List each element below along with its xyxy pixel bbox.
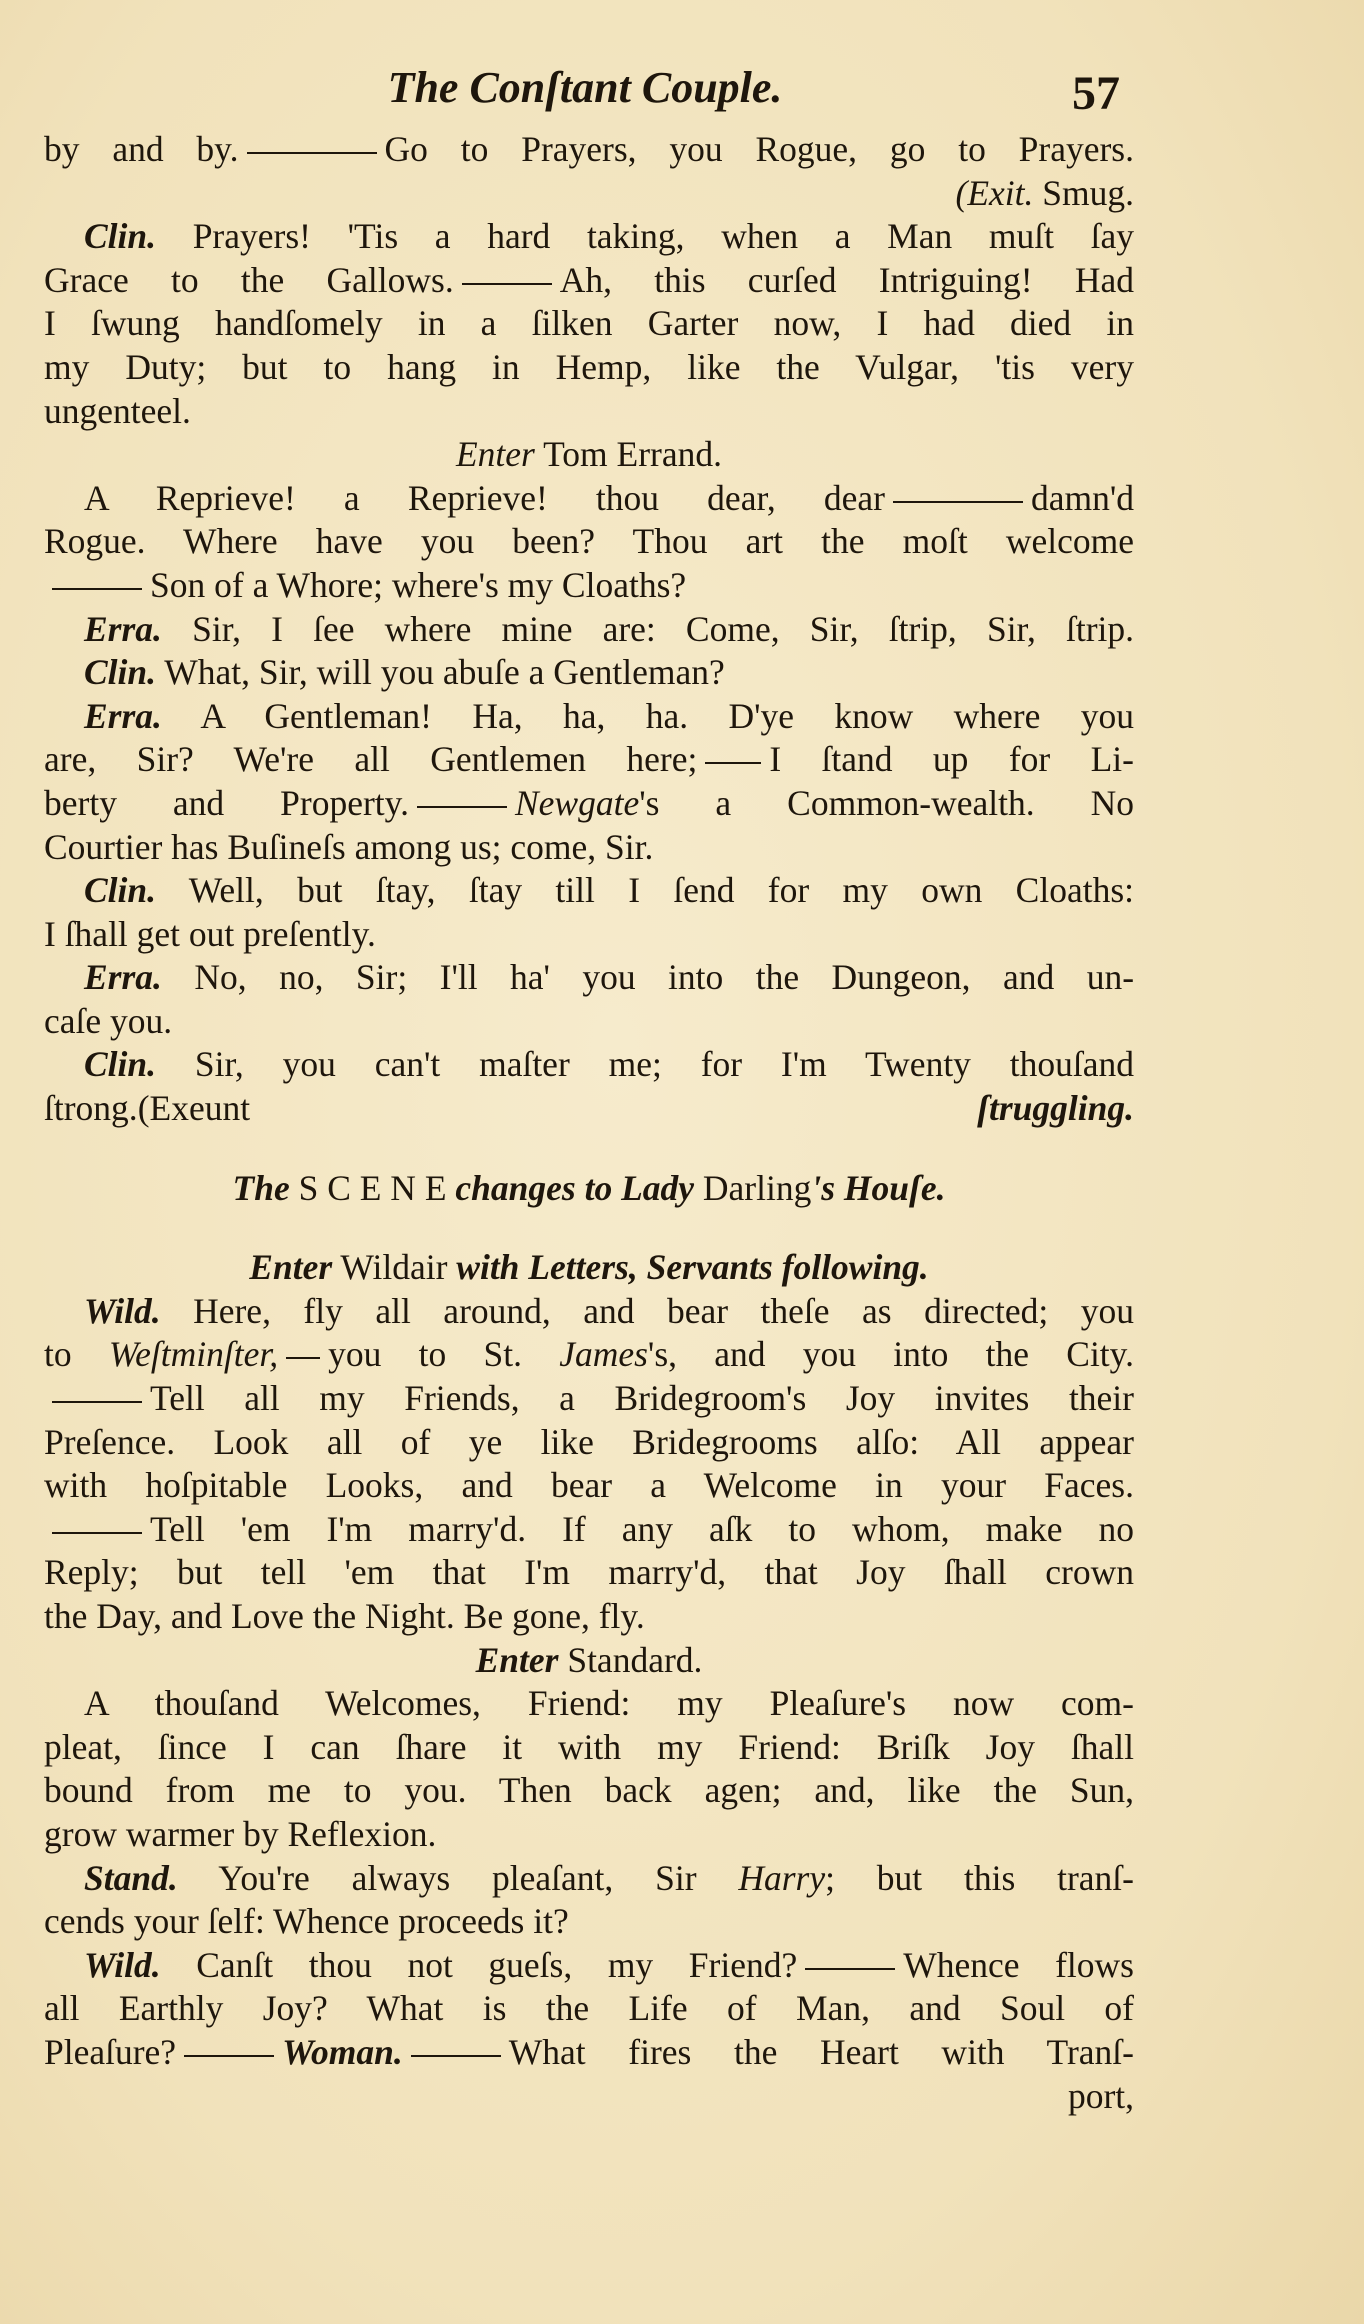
em-dash <box>705 762 761 764</box>
text-line: my Duty; but to hang in Hemp, like the Vulgar, 'tis very <box>44 346 1134 387</box>
text-line: grow warmer by Reflexion. <box>44 1813 437 1854</box>
speaker-name: Erra. <box>84 608 162 649</box>
speaker-name: Wild. <box>84 1290 161 1331</box>
text-line: Preſence. Look all of ye like Bridegrooms alſo: All appear <box>44 1421 1134 1462</box>
speech-line: Clin. What, Sir, will you abuſe a Gentleman? <box>84 652 725 693</box>
text-line: with hoſpitable Looks, and bear a Welcome in your Faces. <box>44 1465 1134 1506</box>
play-text <box>44 128 1134 2118</box>
text-line: to Weſtminſter, you to St. James's, and you into the City. <box>44 1334 1134 1375</box>
scene-heading: The S C E N E changes to Lady Darling's Houſe. <box>232 1167 946 1208</box>
speaker-name: Clin. <box>84 652 157 693</box>
speech-line: Clin. Well, but ſtay, ſtay till I ſend for my own Cloaths: <box>84 870 1135 911</box>
speaker-name: Clin. <box>84 870 157 911</box>
speech-line: Erra. Sir, I ſee where mine are: Come, Sir, ſtrip, Sir, ſtrip. <box>84 608 1135 649</box>
stage-direction: Enter Tom Errand. <box>455 434 722 475</box>
em-dash <box>52 1401 142 1403</box>
speech-line: Wild. Here, fly all around, and bear theſe as directed; you <box>84 1290 1134 1331</box>
text-line: caſe you. <box>44 1000 173 1041</box>
speech-line: Erra. A Gentleman! Ha, ha, ha. D'ye know where you <box>84 695 1134 736</box>
text-line: all Earthly Joy? What is the Life of Man, and Soul of <box>44 1988 1134 2029</box>
text-line: Tell all my Friends, a Bridegroom's Joy invites their <box>44 1377 1134 1421</box>
text-line: Son of a Whore; where's my Cloaths? <box>44 564 1134 608</box>
em-dash <box>893 501 1023 503</box>
em-dash <box>286 1357 320 1359</box>
text-line: by and by. Go to Prayers, you Rogue, go to Prayers. <box>44 129 1135 169</box>
speech-line: Stand. You're always pleaſant, Sir Harry; but this tranſ- <box>84 1857 1134 1898</box>
speaker-name: Wild. <box>84 1944 161 1985</box>
stage-direction: Enter Wildair with Letters, Servants following. <box>249 1247 929 1288</box>
text-line: I ſhall get out preſently. <box>44 913 376 954</box>
speaker-name: Clin. <box>84 1044 157 1085</box>
text-line: cends your ſelf: Whence proceeds it? <box>44 1901 569 1942</box>
text-line: are, Sir? We're all Gentlemen here; I ſtand up for Li- <box>44 739 1134 780</box>
em-dash <box>247 152 377 154</box>
em-dash <box>462 283 552 285</box>
text-line: Rogue. Where have you been? Thou art the moſt welcome <box>44 521 1134 562</box>
speech-line: A Reprieve! a Reprieve! thou dear, dear damn'd <box>84 477 1134 518</box>
text-line: bound from me to you. Then back agen; and, like the Sun, <box>44 1770 1134 1811</box>
speaker-name: Erra. <box>84 957 162 998</box>
text-line: Courtier has Buſineſs among us; come, Sir. <box>44 826 654 867</box>
text-line: Grace to the Gallows. Ah, this curſed Intriguing! Had <box>44 259 1134 300</box>
speech-line: Wild. Canſt thou not gueſs, my Friend? Whence flows <box>84 1944 1134 1985</box>
page-header <box>40 58 1130 128</box>
stage-direction: (Exit. Smug. <box>955 172 1134 213</box>
speaker-name: Clin. <box>84 216 157 257</box>
speech-line: Erra. No, no, Sir; I'll ha' you into the Dungeon, and un- <box>84 957 1135 998</box>
text-line: I ſwung handſomely in a ſilken Garter now, I had died in <box>44 303 1134 344</box>
catchword: port, <box>1067 2075 1134 2116</box>
page-number: 57 <box>1072 67 1120 120</box>
em-dash <box>184 2055 274 2057</box>
speaker-name: Erra. <box>84 695 162 736</box>
text-line: Tell 'em I'm marry'd. If any aſk to whom, make no <box>44 1508 1134 1552</box>
text-line: ſtrong.(Exeunt ſtruggling. <box>44 1088 1134 1129</box>
em-dash <box>805 1968 895 1970</box>
speech-line: A thouſand Welcomes, Friend: my Pleaſure's now com- <box>84 1683 1134 1724</box>
text-line: ungenteel. <box>44 390 191 431</box>
speaker-name: Stand. <box>84 1857 178 1898</box>
text-line: Pleaſure? Woman. What fires the Heart with Tranſ- <box>44 2031 1134 2072</box>
text-line: the Day, and Love the Night. Be gone, fly. <box>44 1596 645 1636</box>
em-dash <box>411 2055 501 2057</box>
stage-direction: Enter Standard. <box>475 1639 703 1680</box>
text-line: pleat, ſince I can ſhare it with my Friend: Briſk Joy ſhall <box>44 1726 1134 1767</box>
text-line: Reply; but tell 'em that I'm marry'd, that Joy ſhall crown <box>44 1552 1134 1593</box>
speech-line: Clin. Prayers! 'Tis a hard taking, when a Man muſt ſay <box>84 216 1135 257</box>
speech-line: Clin. Sir, you can't maſter me; for I'm Twenty thouſand <box>84 1044 1135 1085</box>
em-dash <box>52 588 142 590</box>
text-line: berty and Property. Newgate's a Common-wealth. No <box>44 782 1134 823</box>
em-dash <box>52 1532 142 1534</box>
running-title: The Conſtant Couple. <box>387 63 783 112</box>
em-dash <box>417 806 507 808</box>
